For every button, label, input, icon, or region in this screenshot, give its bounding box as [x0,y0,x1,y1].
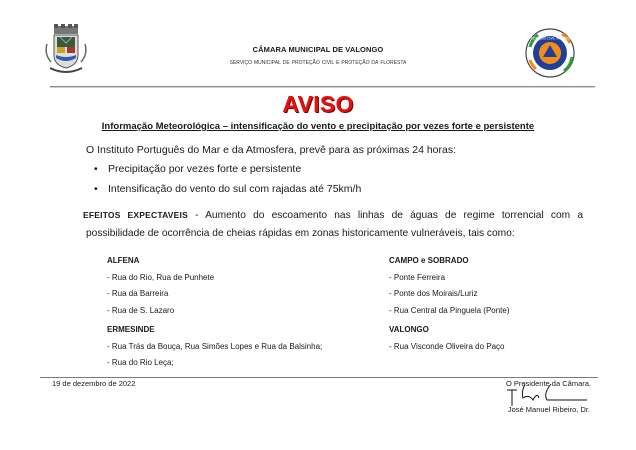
effects-label: EFEITOS EXPECTAVEIS [83,210,188,220]
zone-item: - Rua do Rio, Rua de Punhete [107,272,215,282]
zone-title: ERMESINDE [107,325,155,334]
zone-item: - Rua Central da Pinguela (Ponte) [389,305,510,315]
header-subtitle-text: serviço municipal de proteção civil e proteção da floresta [229,59,407,66]
footer-divider [40,377,598,378]
bullet-icon: • [94,163,98,175]
zone-title: CAMPO e SOBRADO [389,256,469,265]
zone-item: - Ponte Ferreira [389,272,446,282]
bullet-text: Precipitação por vezes forte e persistente [108,163,302,175]
zone-valongo [389,322,504,355]
zone-title: ALFENA [107,256,140,265]
signatory-name: José Manuel Ribeiro, Dr. [507,405,590,414]
header-divider [50,86,595,88]
zone-ermesinde [107,322,322,372]
notice-heading: AVISO [282,91,354,117]
protecao-civil-emblem-logo [524,27,576,79]
zone-item: - Ponte dos Moirais/Luriz [389,289,478,298]
bullet-item [94,183,361,195]
zone-item: - Rua da Barreira [107,289,169,298]
zone-item: - Rua Visconde Oliveira do Paço [389,341,505,351]
emblem-text: PROTEÇÃO CIVIL VALONGO [528,36,572,41]
header-title: CÂMARA MUNICIPAL DE VALONGO [252,45,384,54]
effects-text-1: - Aumento do escoamento nas linhas de águas de regime torrencial com a [187,210,583,221]
signatory-title: O Presidente da Câmara, [505,379,591,388]
zone-item: - Rua do Rio Leça; [107,358,174,367]
notice-intro: O Instituto Português do Mar e da Atmosfera, prevê para as próximas 24 horas: [86,144,457,156]
effects-line-2: possibilidade de ocorrência de cheias rápidas em zonas historicamente vulneráveis, tais como: [86,228,515,239]
zone-item: - Rua de S. Lazaro [107,305,175,315]
zone-campo-sobrado [389,253,510,319]
bullet-item [94,163,301,175]
notice-subtitle: Informação Meteorológica – intensificação do vento e precipitação por vezes forte e persistente [101,121,535,132]
effects-line-1 [83,206,583,225]
zone-alfena [107,253,214,319]
zone-title: VALONGO [389,325,429,334]
bullet-text: Intensificação do vento do sul com rajadas até 75km/h [108,183,362,195]
bullet-icon: • [94,183,98,195]
zone-item: - Rua Trás da Bouça, Rua Simões Lopes e Rua da Balsinha; [107,341,323,351]
effects-paragraph [83,206,583,243]
document-date: 19 de dezembro de 2022 [52,379,136,388]
